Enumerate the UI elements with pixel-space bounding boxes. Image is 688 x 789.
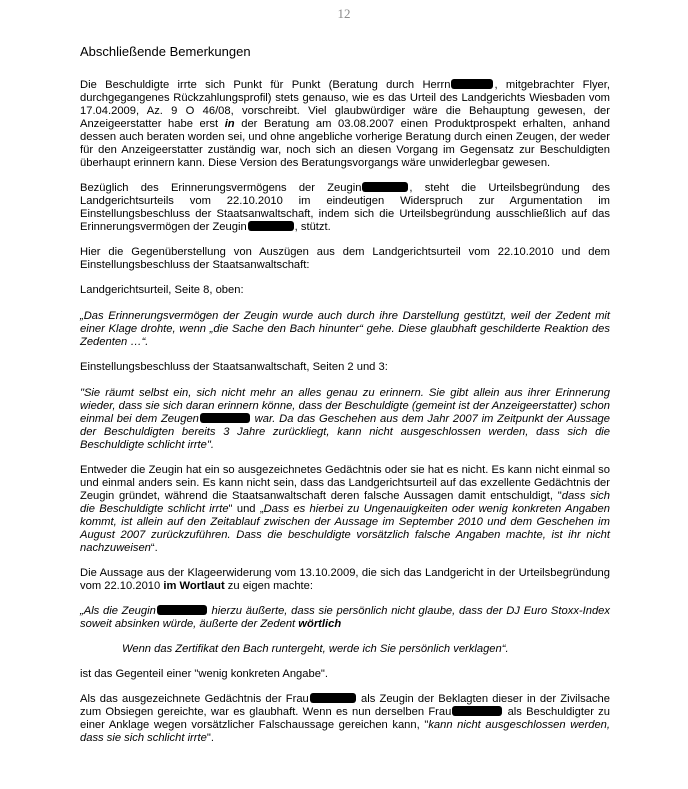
page-number: 12 [337, 6, 351, 21]
p13-text-b: als Zeugin der Beklagten dieser in der Zivilsache zum Obsiegen gereichte, war es glaubhaft. Wenn es nun derselben Frau [80, 693, 610, 718]
redaction-bar [362, 182, 408, 192]
redaction-bar [200, 413, 250, 423]
quote-landgericht [80, 310, 610, 349]
p1-emphasis: in [224, 118, 235, 130]
p8-italic-d: Dass es hierbei zu Ungenauigkeiten oder wenig konkreten Angaben kommt, ist allein auf den Zeitablauf zwischen der Aussage im September 2010 und dem Geschehen im August 2007 zurückzuführen. Dass die beschuldigte vorsätzlich falsche Angaben machte, ist ihr nicht nachzuweisen [80, 503, 610, 554]
paragraph-1 [80, 79, 610, 170]
paragraph-12: ist das Gegenteil einer "wenig konkreten Angabe". [80, 668, 329, 680]
p13-text-c: als Beschuldigter zu einer Anklage wegen vorsätzlicher Falschaussage gereichen kann, " [80, 706, 610, 731]
section-heading: Abschließende Bemerkungen [80, 44, 251, 59]
p9-text-c: zu eigen machte: [224, 580, 313, 592]
p1-text-d: der Beratung am 03.08.2007 einen Produktprospekt erhalten, anhand dessen auch beraten worden sei, und ohne angebliche vorherige Beratung durch einen Zeugen, der weder für den Anzeigeerstatter zuständig war, noch sich an diesen Vorgang im Gegensatz zur Beschuldigten überhaupt erinnern kann. Diese Version des Beratungsvorgangs wäre unwiderlegbar gewesen. [80, 118, 610, 169]
quote-indented [80, 643, 610, 656]
quote-text: „Das Erinnerungsvermögen der Zeugin wurde auch durch ihre Darstellung gestützt, weil der Zedent mit einer Klage drohte, wenn „die Sache den Bach hinunter“ gehe. Diese glaubhaft geschilderte Reaktion des Zedenten …“. [80, 310, 610, 348]
p10-text-b: hierzu äußerte, dass sie persönlich nicht glaube, dass der DJ Euro Stoxx-Index soweit absinken würde, äußerte der Zedent [80, 605, 611, 630]
redaction-bar [157, 605, 207, 615]
p8-text-e: “. [150, 542, 158, 554]
p13-text-a: Als das ausgezeichnete Gedächtnis der Frau [80, 693, 309, 705]
p13-text-e: ". [206, 732, 214, 744]
p10-text-a: „Als die Zeugin [80, 605, 156, 617]
paragraph-6: Einstellungsbeschluss der Staatsanwaltschaft, Seiten 2 und 3: [80, 361, 388, 373]
p13-italic-d: kann nicht ausgeschlossen werden, dass sie sich schlicht irrte [80, 719, 611, 744]
p9-bold: im Wortlaut [163, 580, 225, 592]
quote-klageerwiderung [80, 605, 610, 631]
p1-text-a: Die Beschuldigte irrte sich Punkt für Punkt (Beratung durch Herrn [80, 79, 451, 91]
p1-text-b: , mitgebrachter Flyer, durchgegangenes Rückzahlungsprofil) stets genauso, wie es das Urteil des Landgerichts Wiesbaden vom 17.04.2009, Az. 9 O 46/08, vorschreibt. Viel glaubwürdiger wäre die Behauptung gewesen, der Anzeigeerstatter habe erst [80, 79, 610, 130]
indented-quote-text: Wenn das Zertifikat den Bach runtergeht, werde ich Sie persönlich verklagen“. [122, 643, 509, 655]
p2-text-b: , steht die Urteilsbegründung des Landgerichtsurteils vom 22.10.2010 im eindeutigen Widerspruch zur Argumentation im Einstellungsbeschluss der Staatsanwaltschaft, indem sich die Urteilsbegründung ausschließlich auf das Erinnerungsvermögen der Zeugin [80, 182, 610, 233]
redaction-bar [451, 79, 493, 89]
p2-text-c: , stützt. [294, 221, 331, 233]
p8-text-a: Entweder die Zeugin hat ein so ausgezeichnetes Gedächtnis oder sie hat es nicht. Es kann nicht einmal so und einmal anders sein. Es kann nicht sein, dass das Landgerichtsurteil auf das exzellente Gedächtnis der Zeugin gründet, während die Staatsanwaltschaft deren falsche Aussagen damit entschuldigt, " [80, 464, 610, 502]
document-body [80, 44, 610, 757]
p2-text-a: Bezüglich des Erinnerungsvermögens der Zeugin [80, 182, 362, 194]
redaction-bar [310, 693, 356, 703]
redaction-bar [248, 221, 294, 231]
p8-italic-b: dass sich die Beschuldigte schlicht irrte [80, 490, 610, 515]
p9-text-a: Die Aussage aus der Klageerwiderung vom 13.10.2009, die sich das Landgericht in der Urteilsbegründung vom 22.10.2010 [80, 567, 610, 592]
paragraph-9 [80, 567, 610, 593]
paragraph-8 [80, 464, 610, 555]
p10-bold: wörtlich [298, 618, 342, 630]
redaction-bar [452, 706, 502, 716]
p7-text-b: war. Da das Geschehen aus dem Jahr 2007 im Zeitpunkt der Aussage der Beschuldigten bereits 3 Jahre zurückliegt, kann nicht ausgeschlossen werden, dass sich die Beschuldigte schlicht irrte". [80, 413, 610, 451]
paragraph-13 [80, 693, 610, 745]
paragraph-2 [80, 182, 610, 234]
quote-staatsanwaltschaft [80, 387, 610, 452]
paragraph-4: Landgerichtsurteil, Seite 8, oben: [80, 284, 244, 296]
p8-text-c: " und „ [228, 503, 264, 515]
p7-text-a: "Sie räumt selbst ein, sich nicht mehr an alles genau zu erinnern. Sie gibt allein aus ihrer Erinnerung wieder, dass sie sich daran erinnern könne, dass der Beschuldigte (gemeint ist der Anzeigeerstatter) schon einmal bei dem Zeugen [80, 387, 610, 425]
paragraph-3: Hier die Gegenüberstellung von Auszügen aus dem Landgerichtsurteil vom 22.10.2010 und dem Einstellungsbeschluss der Staatsanwaltschaft: [80, 246, 610, 271]
